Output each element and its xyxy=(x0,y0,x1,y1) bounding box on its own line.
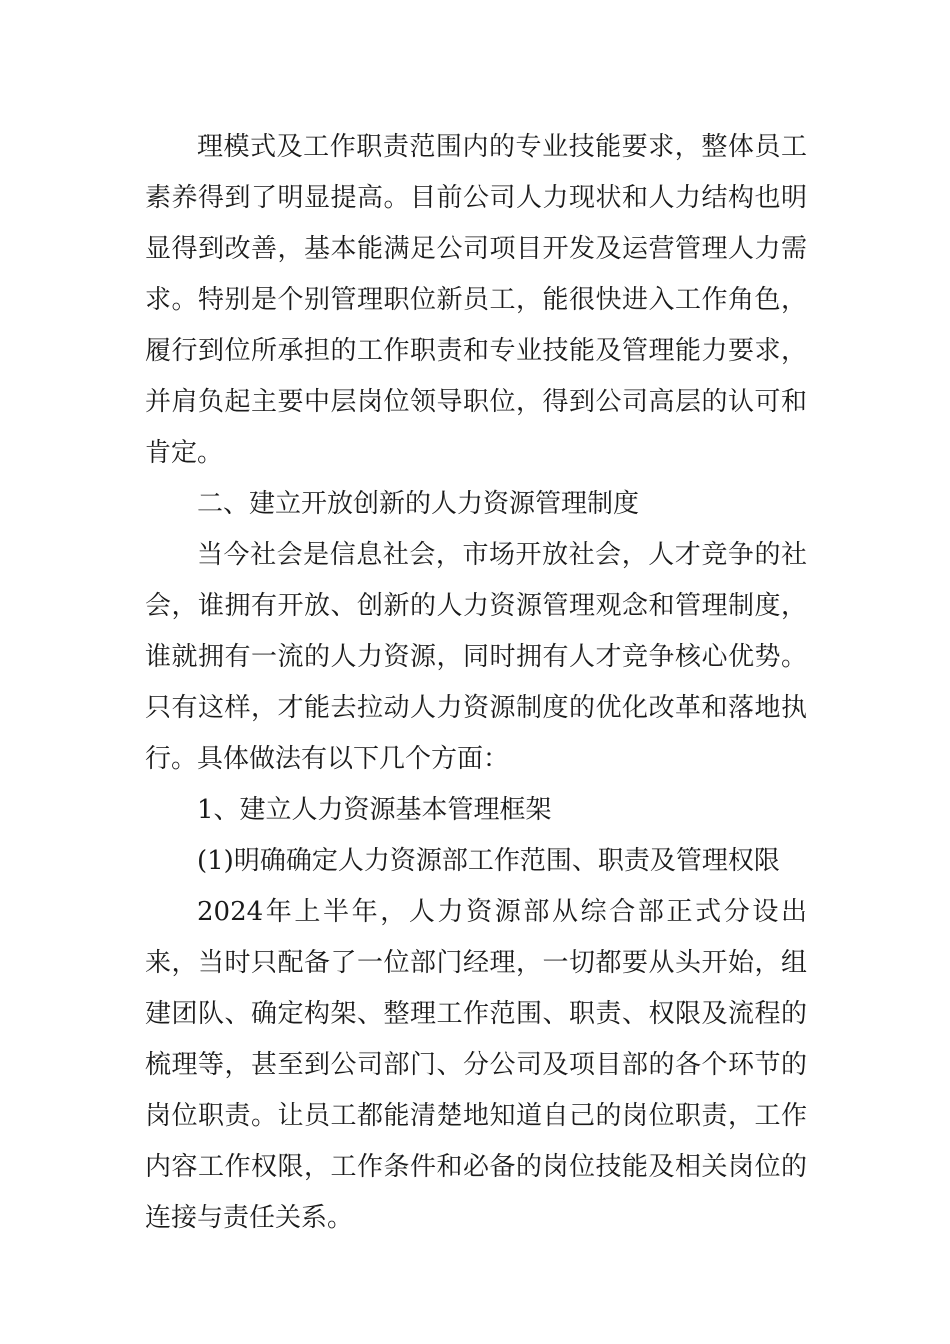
subsubsection-heading: (1)明确确定人力资源部工作范围、职责及管理权限 xyxy=(197,846,780,876)
document-body xyxy=(145,122,807,1244)
subsection-heading: 1、建立人力资源基本管理框架 xyxy=(197,795,552,825)
paragraph-continuation: 理模式及工作职责范围内的专业技能要求，整体员工素养得到了明显提高。目前公司人力现状和人力结构也明显得到改善，基本能满足公司项目开发及运营管理人力需求。特别是个别管理职位新员工，能很快进入工作角色，履行到位所承担的工作职责和专业技能及管理能力要求，并肩负起主要中层岗位领导职位，得到公司高层的认可和肯定。 xyxy=(145,132,807,468)
section-heading: 二、建立开放创新的人力资源管理制度 xyxy=(197,489,640,519)
paragraph-intro: 当今社会是信息社会，市场开放社会，人才竞争的社会，谁拥有开放、创新的人力资源管理观念和管理制度，谁就拥有一流的人力资源，同时拥有人才竞争核心优势。只有这样，才能去拉动人力资源制度的优化改革和落地执行。具体做法有以下几个方面： xyxy=(145,540,807,774)
paragraph-body: 2024年上半年，人力资源部从综合部正式分设出来，当时只配备了一位部门经理，一切都要从头开始，组建团队、确定构架、整理工作范围、职责、权限及流程的梳理等，甚至到公司部门、分公司及项目部的各个环节的岗位职责。让员工都能清楚地知道自己的岗位职责，工作内容工作权限，工作条件和必备的岗位技能及相关岗位的连接与责任关系。 xyxy=(145,897,807,1233)
